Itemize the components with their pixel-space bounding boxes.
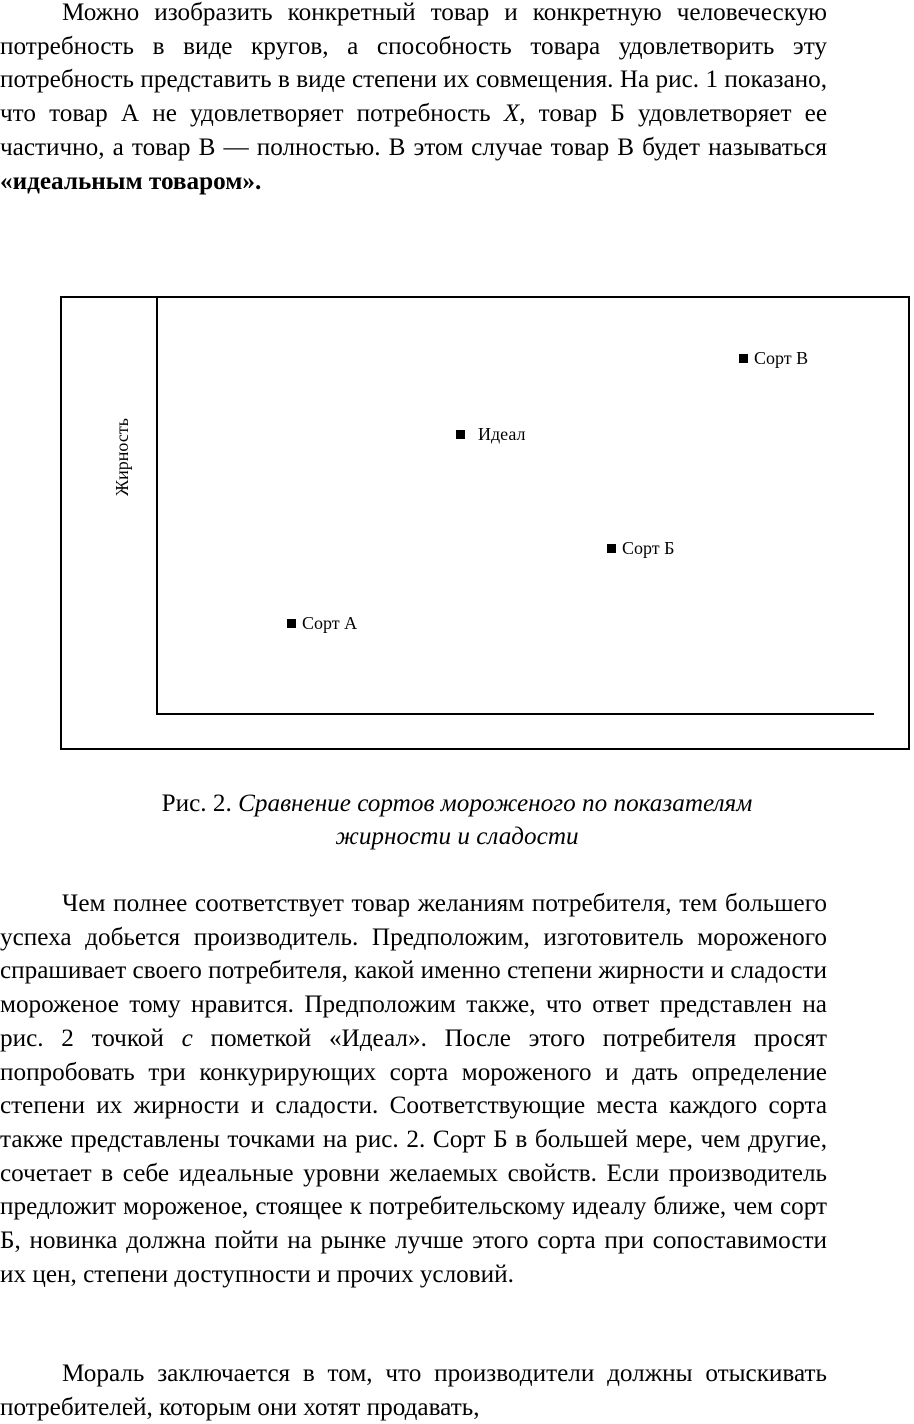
- x-axis-line: [156, 713, 874, 715]
- text-run-italic: X,: [503, 100, 526, 128]
- text-run: Можно изобразить конкретный товар и конкретную человеческую потребность в виде кругов, а способность товара удовлетворить эту потребность представить в виде степени их совмещения. На рис. 1 показано, что товар А не удовлетворяет потребность: [0, 0, 827, 128]
- paragraph-body: [0, 887, 827, 1291]
- point-label: Сорт А: [302, 613, 358, 633]
- figure-frame: [60, 296, 910, 750]
- text-run: Чем полнее соответствует товар желаниям потребителя, тем большего успеха добьется производитель. Предположим, изготовитель мороженого спрашивает своего потребителя, какой именно степени жирности и сладости мороженое тому нравится. Предположим также, что ответ представлен на рис. 2 точкой: [0, 890, 827, 1052]
- point-label: Идеал: [478, 424, 526, 444]
- point-ideal: [456, 424, 526, 444]
- square-marker-icon: [456, 430, 465, 439]
- point-label: Сорт Б: [622, 538, 675, 558]
- point-sort-v: [739, 348, 808, 368]
- square-marker-icon: [739, 354, 748, 363]
- caption-prefix: Рис. 2.: [161, 790, 239, 817]
- y-axis-line: [156, 298, 158, 715]
- text-run: пометкой «Идеал». После этого потребителя просят попробовать три конкурирующих сорта мороженого и дать определение степени их жирности и сладости. Соответствующие места каждого сорта также представлены точками на рис. 2. Сорт Б в большей мере, чем другие, сочетает в себе идеальные уровни желаемых свойств. Если производитель предложит мороженое, стоящее к потребительскому идеалу ближе, чем сорт Б, новинка должна пойти на рынке лучше этого сорта при сопоставимости их цен, степени доступности и прочих условий.: [0, 1024, 827, 1288]
- point-sort-a: [287, 613, 357, 633]
- paragraph-intro: [0, 0, 827, 198]
- point-label: Сорт В: [754, 348, 809, 368]
- text-run-bold: «идеальным товаром».: [0, 167, 262, 195]
- caption-line-1: Сравнение сортов мороженого по показателям: [238, 790, 753, 817]
- y-axis-label: Жирность: [112, 418, 132, 496]
- caption-line-2: жирности и сладости: [335, 823, 579, 850]
- figure-caption: [0, 787, 914, 853]
- text-run: Мораль заключается в том, что производители должны отыскивать потребителей, которым они хотят продавать,: [0, 1360, 827, 1421]
- text-run: товар Б удовлетворяет ее частично, а товар В — полностью. В этом случае товар В будет называться: [0, 100, 827, 161]
- square-marker-icon: [287, 619, 296, 628]
- paragraph-moral: [0, 1357, 827, 1424]
- text-run-italic: с: [181, 1024, 193, 1052]
- point-sort-b: [607, 538, 674, 558]
- square-marker-icon: [607, 544, 616, 553]
